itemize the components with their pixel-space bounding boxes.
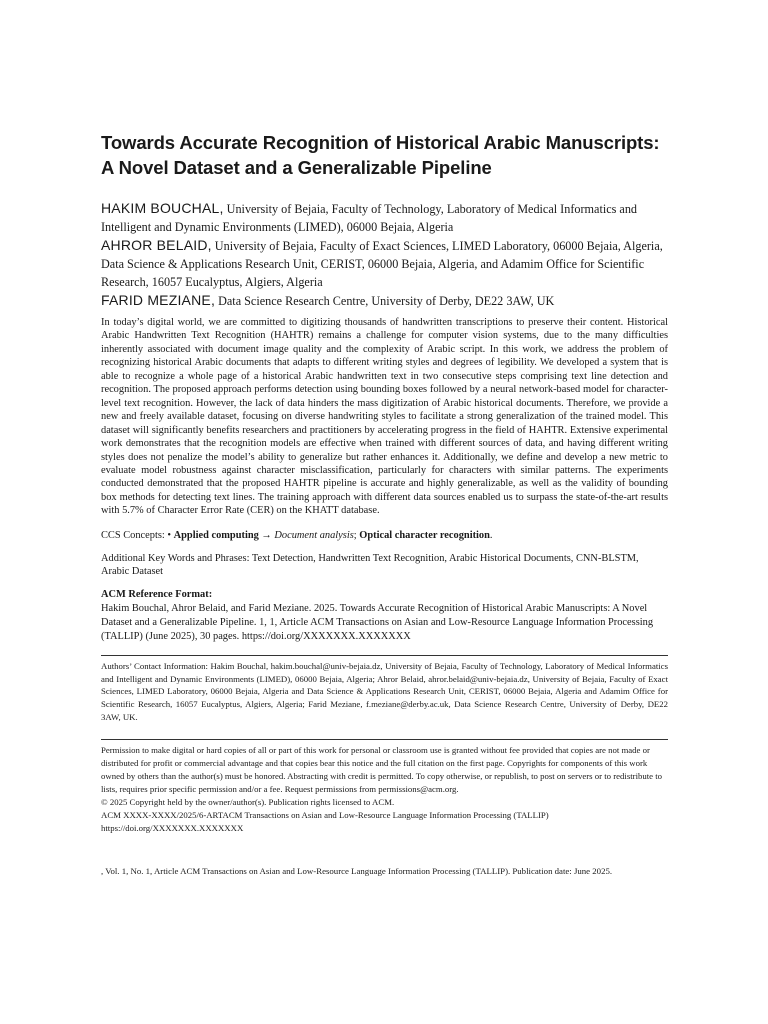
divider bbox=[101, 655, 668, 656]
author-block-2 bbox=[101, 236, 668, 291]
copyright-line: © 2025 Copyright held by the owner/author(s). Publication rights licensed to ACM. bbox=[101, 796, 395, 807]
reference-text: Hakim Bouchal, Ahror Belaid, and Farid Meziane. 2025. Towards Accurate Recognition of Historical Arabic Manuscripts: A Novel Dataset and a Generalizable Pipeline. 1, 1, Article ACM Transactions on Asian and Low-Resource Language Information Processing (TALLIP) (June 2025), 30 pages. https://doi.org/XXXXXXX.XXXXXXX bbox=[101, 602, 654, 643]
paper-first-page bbox=[101, 130, 668, 834]
ccs-concepts bbox=[101, 529, 668, 543]
author-affiliation: University of Bejaia, Faculty of Technology, Laboratory of Medical Informatics and Intelligent and Dynamic Environments (LIMED), 06000 Bejaia, Algeria bbox=[101, 202, 638, 234]
ccs-end: . bbox=[489, 529, 493, 541]
ccs-concept-applied-computing: Applied computing bbox=[173, 529, 259, 541]
author-name: AHROR BELAID, bbox=[101, 237, 212, 253]
ccs-concept-document-analysis: Document analysis bbox=[274, 529, 354, 541]
ccs-concept-ocr: Optical character recognition bbox=[359, 529, 490, 541]
doi-link[interactable]: https://doi.org/XXXXXXX.XXXXXXX bbox=[101, 822, 244, 833]
author-block-3 bbox=[101, 291, 668, 310]
ccs-separator: ; bbox=[353, 529, 360, 541]
contact-information: Authors’ Contact Information: Hakim Bouchal, hakim.bouchal@univ-bejaia.dz, University of Bejaia, Faculty of Technology, Laboratory of Medical Informatics and Intelligent and Dynamic Environments (LIMED), 06000 Bejaia, Algeria; Ahror Belaid, ahror.belaid@univ-bejaia.dz, University of Bejaia, Faculty of Exact Sciences, LIMED Laboratory, 06000 Bejaia, Algeria and Data Science & Applications Research Unit, CERIST, 06000 Bejaia, Algeria and Adamim Office for Scientific Research, 16057 Eucalyptus, Algiers, Algeria; Farid Meziane, f.meziane@derby.ac.uk, Data Science Research Centre, University of Derby, DE22 3AW, UK. bbox=[101, 660, 668, 723]
author-name: FARID MEZIANE, bbox=[101, 292, 216, 308]
divider bbox=[101, 739, 668, 740]
abstract: In today’s digital world, we are committed to digitizing thousands of handwritten transcriptions to preserve their content. Historical Arabic Handwritten Text Recognition (HAHTR) remains a challenge for computer vision systems, due to the many difficulties inherently associated with document image quality and the complexity of Arabic script. In this work, we address the problem of recognizing historical Arabic documents that adapts to different writing styles and degrees of legibility. We developed a system that is able to recognize a whole page of a historical Arabic handwritten text in two consecutive steps comprising text line detection and recognition. The proposed approach performs detection using bounding boxes followed by a neural network-based model for character-level text recognition. However, the lack of data hinders the mass digitization of Arabic historical documents. Therefore, we provide a new and freely available dataset, focusing on diverse handwriting styles to facilitate a strong generalization of the trained model. This dataset will significantly benefits researchers and practitioners by accelerating progress in the field of HAHTR. Extensive experimental work demonstrates that the recognition models are effective when trained with different sources of data, and having different writing styles does not penalize the model’s ability to generalize but rather enhances it. Additionally, we define and develop a new metric to evaluate model robustness against character misclassification, particularly for characters with similar patterns. The experiments conducted demonstrated that the proposed HAHTR pipeline is accurate and highly generalizable, as well as the validity of bounding box methods for detecting text lines. The training approach with different data sources enabled us to surpass the state-of-the-art results with 5.7% of Character Error Rate (CER) on the KHATT database. bbox=[101, 317, 668, 517]
page-footer: , Vol. 1, No. 1, Article ACM Transactions on Asian and Low-Resource Language Information Processing (TALLIP). Publication date: June 2025. bbox=[101, 866, 613, 876]
permission-notice bbox=[101, 744, 668, 834]
author-affiliation: Data Science Research Centre, University of Derby, DE22 3AW, UK bbox=[215, 294, 555, 308]
ccs-arrow: → bbox=[258, 529, 275, 541]
author-name: HAKIM BOUCHAL, bbox=[101, 200, 224, 216]
paper-title: Towards Accurate Recognition of Historical Arabic Manuscripts: A Novel Dataset and a Generalizable Pipeline bbox=[101, 132, 660, 178]
ccs-prefix: CCS Concepts: • bbox=[101, 529, 174, 541]
author-affiliation: University of Bejaia, Faculty of Exact Sciences, LIMED Laboratory, 06000 Bejaia, Algeria, Data Science & Applications Research Unit, CERIST, 06000 Bejaia, Algeria, and Adamim Office for Scientific Research, 16057 Eucalyptus, Algiers, Algeria bbox=[101, 239, 663, 289]
keywords: Additional Key Words and Phrases: Text Detection, Handwritten Text Recognition, Arabic Historical Documents, CNN-BLSTM, Arabic Dataset bbox=[101, 552, 639, 578]
author-block-1 bbox=[101, 199, 668, 236]
reference-heading: ACM Reference Format: bbox=[101, 588, 213, 600]
permission-text: Permission to make digital or hard copies of all or part of this work for personal or classroom use is granted without fee provided that copies are not made or distributed for profit or commercial advantage and that copies bear this notice and the full citation on the first page. Copyrights for components of this work owned by others than the author(s) must be honored. Abstracting with credit is permitted. To copy otherwise, or republish, to post on servers or to redistribute to lists, requires prior specific permission and/or a fee. Request permissions from permissions@acm.org. bbox=[101, 745, 663, 794]
issn-line: ACM XXXX-XXXX/2025/6-ARTACM Transactions on Asian and Low-Resource Language Information Processing (TALLIP) bbox=[101, 809, 549, 820]
